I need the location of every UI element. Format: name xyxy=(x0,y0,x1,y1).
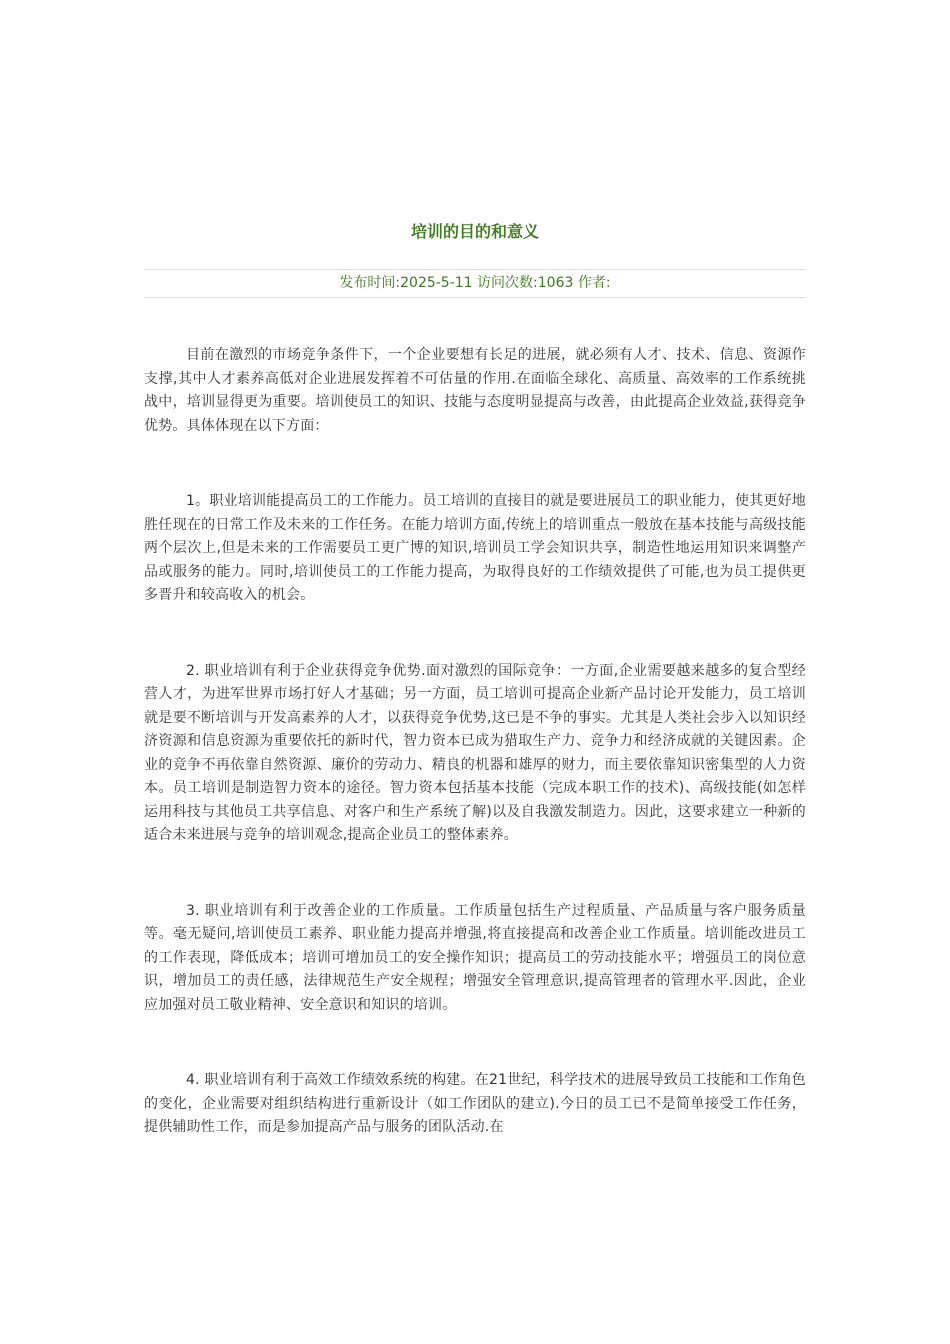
article-title: 培训的目的和意义 xyxy=(410,222,539,241)
author-label: 作者: xyxy=(577,275,611,291)
paragraph-2: 2. 职业培训有利于企业获得竞争优势.面对激烈的国际竞争：一方面,企业需要越来越多的复合型经营人才，为进军世界市场打好人才基础；另一方面，员工培训可提高企业新产品讨论开发能力，员工培训就是要不断培训与开发高素养的人才，以获得竞争优势,这已是不争的事实。尤其是人类社会步入以知识经济资源和信息资源为重要依托的新时代，智力资本已成为猎取生产力、竞争力和经济成就的关键因素。企业的竞争不再依靠自然资源、廉价的劳动力、精良的机器和雄厚的财力，而主要依靠知识密集型的人力资本。员工培训是制造智力资本的途径。智力资本包括基本技能（完成本职工作的技术)、高级技能(如怎样运用科技与其他员工共享信息、对客户和生产系统了解)以及自我激发制造力。因此，这要求建立一种新的适合未来进展与竞争的培训观念,提高企业员工的整体素养。 xyxy=(144,662,806,843)
paragraph-intro: 目前在激烈的市场竞争条件下，一个企业要想有长足的进展，就必须有人才、技术、信息、资源作支撑,其中人才素养高低对企业进展发挥着不可估量的作用.在面临全球化、高质量、高效率的工作系统挑战中，培训显得更为重要。培训使员工的知识、技能与态度明显提高与改善，由此提高企业效益,获得竞争优势。具体体现在以下方面： xyxy=(144,347,806,434)
article-meta-bar xyxy=(144,269,806,298)
visits-count: 1063 xyxy=(537,275,574,291)
article-body xyxy=(144,344,806,1192)
paragraph-1: 1。职业培训能提高员工的工作能力。员工培训的直接目的就是要进展员工的职业能力，使其更好地胜任现在的日常工作及未来的工作任务。在能力培训方面,传统上的培训重点一般放在基本技能与高级技能两个层次上,但是未来的工作需要员工更广博的知识,培训员工学会知识共享，制造性地运用知识来调整产品或服务的能力。同时,培训使员工的工作能力提高，为取得良好的工作绩效提供了可能,也为员工提供更多晋升和较高收入的机会。 xyxy=(144,493,806,603)
publish-label: 发布时间: xyxy=(339,275,401,291)
paragraph-4: 4. 职业培训有利于高效工作绩效系统的构建。在21世纪，科学技术的进展导致员工技能和工作角色的变化，企业需要对组织结构进行重新设计（如工作团队的建立).今日的员工已不是简单接受工作任务，提供辅助性工作，而是参加提高产品与服务的团队活动.在 xyxy=(144,1072,806,1135)
visits-label: 访问次数: xyxy=(477,275,538,291)
paragraph-3: 3. 职业培训有利于改善企业的工作质量。工作质量包括生产过程质量、产品质量与客户服务质量等。毫无疑问,培训使员工素养、职业能力提高并增强,将直接提高和改善企业工作质量。培训能改进员工的工作表现，降低成本；培训可增加员工的安全操作知识；提高员工的劳动技能水平；增强员工的岗位意识，增加员工的责任感，法律规范生产安全规程；增强安全管理意识,提高管理者的管理水平.因此，企业应加强对员工敬业精神、安全意识和知识的培训。 xyxy=(144,902,806,1013)
publish-date: 2025-5-11 xyxy=(400,275,473,291)
